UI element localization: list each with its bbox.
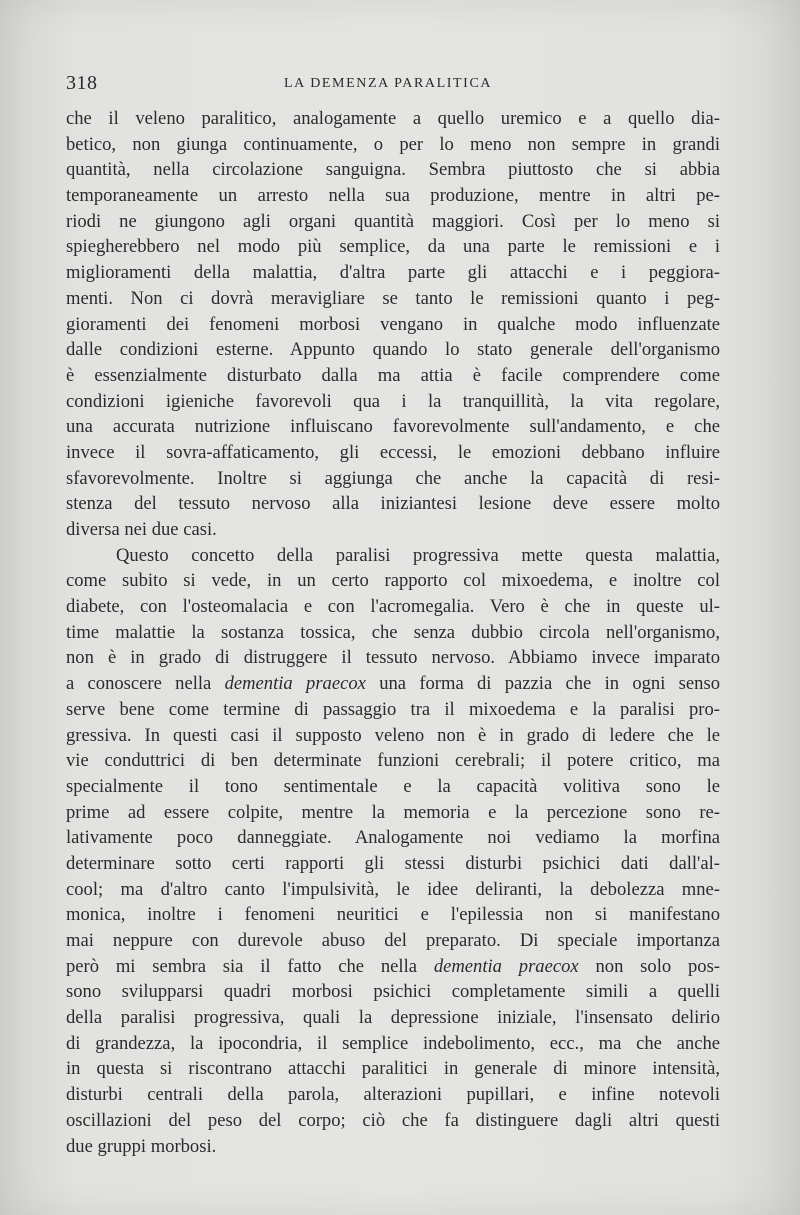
- text-line: condizioni igieniche favorevoli qua i la tranquillità, la vita regolare,: [66, 390, 720, 412]
- text-line: diabete, con l'osteomalacia e con l'acromegalia. Vero è che in queste ul-: [66, 596, 720, 618]
- text-line: gressiva. In questi casi il supposto veleno non è in grado di ledere che le: [66, 724, 720, 746]
- text-line: della paralisi progressiva, quali la depressione iniziale, l'insensato delirio: [66, 1007, 720, 1029]
- text-line: monica, inoltre i fenomeni neuritici e l'epilessia non si manifestano: [66, 904, 720, 926]
- text-line: che il veleno paralitico, analogamente a quello uremico e a quello dia-: [66, 108, 720, 129]
- text-line: di grandezza, la ipocondria, il semplice indebolimento, ecc., ma che anche: [66, 1032, 720, 1054]
- text-line: come subito si vede, in un certo rapporto col mixoedema, e inoltre col: [66, 570, 720, 592]
- text-line: lativamente poco danneggiate. Analogamente noi vediamo la morfina: [66, 827, 720, 849]
- text-line: diversa nei due casi.: [66, 519, 217, 540]
- text-line: in questa si riscontrano attacchi paralitici in generale di minore intensità,: [66, 1058, 720, 1080]
- running-title: LA DEMENZA PARALITICA: [284, 76, 493, 91]
- italic-term: dementia praecox: [224, 673, 366, 695]
- text-line: è essenzialmente disturbato dalla ma attia è facile comprendere come: [66, 364, 720, 386]
- text-line-with-italic: [66, 671, 720, 697]
- text-line: una accurata nutrizione influiscano favorevolmente sull'andamento, e che: [66, 416, 720, 438]
- text-line: stenza del tessuto nervoso alla iniziantesi lesione deve essere molto: [66, 493, 720, 515]
- text-line: miglioramenti della malattia, d'altra parte gli attacchi e i peggiora-: [66, 262, 720, 284]
- text-line: menti. Non ci dovrà meravigliare se tanto le remissioni quanto i peg-: [66, 287, 720, 309]
- text-line: betico, non giunga continuamente, o per lo meno non sempre in grandi: [66, 133, 720, 155]
- text-line: determinare sotto certi rapporti gli stessi disturbi psichici dati dall'al-: [66, 852, 720, 874]
- text-line: non è in grado di distruggere il tessuto nervoso. Abbiamo invece imparato: [66, 647, 720, 669]
- text-line-with-italic: [66, 954, 720, 980]
- text-line: cool; ma d'altro canto l'impulsività, le idee deliranti, la debolezza mne-: [66, 878, 720, 900]
- text-line: invece il sovra-affaticamento, gli eccessi, le emozioni debbano influire: [66, 441, 720, 463]
- text-run: una forma di pazzia che in ogni senso: [365, 673, 720, 695]
- page-number: 318: [66, 72, 98, 94]
- text-run: a conoscere nella: [66, 673, 225, 695]
- text-line: gioramenti dei fenomeni morbosi vengano in qualche modo influenzate: [66, 313, 720, 335]
- text-line: mai neppure con durevole abuso del preparato. Di speciale importanza: [66, 930, 720, 951]
- text-line: specialmente il tono sentimentale e la capacità volitiva sono le: [66, 775, 720, 797]
- text-run: però mi sembra sia il fatto che nella: [66, 955, 434, 977]
- text-line: sono svilupparsi quadri morbosi psichici completamente simili a quelli: [66, 981, 720, 1003]
- text-line: quantità, nella circolazione sanguigna. Sembra piuttosto che si abbia: [66, 159, 720, 181]
- running-head: [66, 72, 720, 96]
- text-line: oscillazioni del peso del corpo; ciò che fa distinguere dagli altri questi: [66, 1109, 720, 1131]
- text-line: temporaneamente un arresto nella sua produzione, mentre in altri pe-: [66, 185, 720, 207]
- text-line: dalle condizioni esterne. Appunto quando lo stato generale dell'organismo: [66, 339, 720, 361]
- text-line: serve bene come termine di passaggio tra il mixoedema e la paralisi pro-: [66, 698, 720, 720]
- italic-term: dementia praecox: [433, 955, 579, 977]
- text-line: due gruppi morbosi.: [66, 1135, 217, 1157]
- text-line: riodi ne giungono agli organi quantità maggiori. Così per lo meno si: [66, 210, 720, 232]
- text-line: prime ad essere colpite, mentre la memoria e la percezione sono re-: [66, 801, 720, 823]
- text-line: Questo concetto della paralisi progressiva mette questa malattia,: [116, 544, 720, 566]
- text-run: non solo pos-: [578, 955, 720, 977]
- text-line: time malattie la sostanza tossica, che senza dubbio circola nell'organismo,: [66, 621, 720, 643]
- text-line: disturbi centrali della parola, alterazioni pupillari, e infine notevoli: [66, 1084, 720, 1106]
- text-line: vie conduttrici di ben determinate funzioni cerebrali; il potere critico, ma: [66, 750, 720, 772]
- text-line: spiegherebbero nel modo più semplice, da una parte le remissioni e i: [66, 236, 720, 258]
- body-text: [66, 106, 720, 1159]
- text-line: sfavorevolmente. Inoltre si aggiunga che anche la capacità di resi-: [66, 467, 720, 489]
